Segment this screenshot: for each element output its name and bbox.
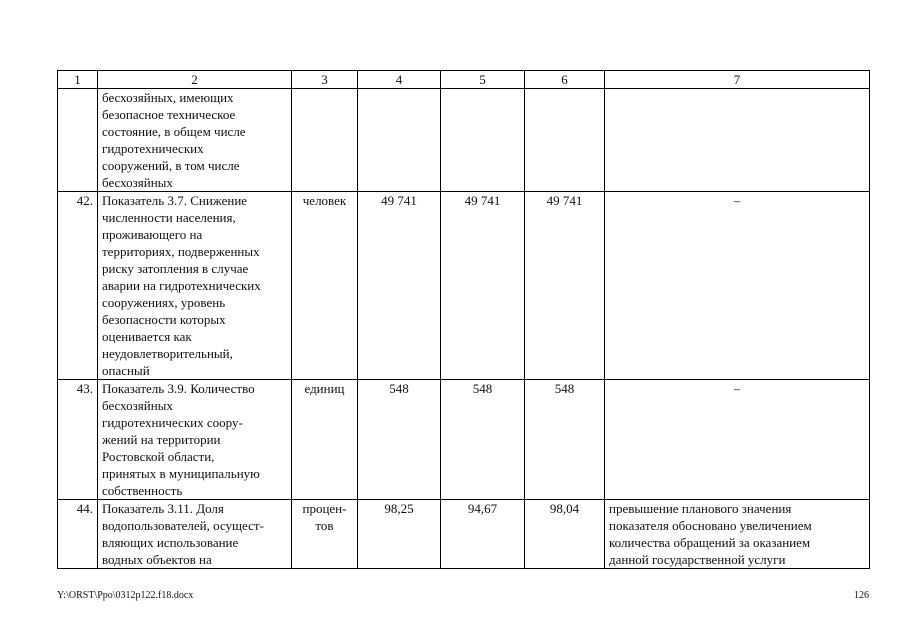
note-cell: – <box>605 380 870 500</box>
value-col4-cell <box>358 89 441 192</box>
header-cell-4: 4 <box>358 71 441 89</box>
header-cell-1: 1 <box>58 71 98 89</box>
value-col5-cell <box>441 89 525 192</box>
value-col4-cell: 548 <box>358 380 441 500</box>
table-row <box>58 500 870 569</box>
value-col6-cell: 98,04 <box>525 500 605 569</box>
unit-cell <box>292 89 358 192</box>
header-cell-6: 6 <box>525 71 605 89</box>
indicator-description-cell: Показатель 3.9. Количество бесхозяйных гидротехнических соору- жений на территории Ростовской области, принятых в муниципальную собственность <box>98 380 292 500</box>
footer-page-number: 126 <box>854 590 869 601</box>
unit-cell: процен- тов <box>292 500 358 569</box>
note-cell <box>605 89 870 192</box>
indicator-description-cell: Показатель 3.11. Доля водопользователей, осущест- вляющих использование водных объектов на <box>98 500 292 569</box>
value-col4-cell: 98,25 <box>358 500 441 569</box>
header-cell-3: 3 <box>292 71 358 89</box>
row-number-cell: 43. <box>58 380 98 500</box>
value-col5-cell: 49 741 <box>441 192 525 380</box>
value-col5-cell: 94,67 <box>441 500 525 569</box>
row-number-cell: 42. <box>58 192 98 380</box>
table-row <box>58 192 870 380</box>
unit-cell: человек <box>292 192 358 380</box>
header-cell-7: 7 <box>605 71 870 89</box>
table-row <box>58 380 870 500</box>
table-row <box>58 89 870 192</box>
value-col6-cell: 49 741 <box>525 192 605 380</box>
note-cell: – <box>605 192 870 380</box>
header-row <box>58 71 870 89</box>
unit-cell: единиц <box>292 380 358 500</box>
indicator-description-cell: Показатель 3.7. Снижение численности населения, проживающего на территориях, подверженных риску затопления в случае аварии на гидротехнических сооружениях, уровень безопасности которых оценивается как неудовлетворительный, опасный <box>98 192 292 380</box>
value-col6-cell <box>525 89 605 192</box>
row-number-cell <box>58 89 98 192</box>
footer-file-path: Y:\ORST\Ppo\0312p122.f18.docx <box>57 590 194 601</box>
row-number-cell: 44. <box>58 500 98 569</box>
data-table <box>57 70 870 569</box>
value-col4-cell: 49 741 <box>358 192 441 380</box>
header-cell-5: 5 <box>441 71 525 89</box>
value-col5-cell: 548 <box>441 380 525 500</box>
header-cell-2: 2 <box>98 71 292 89</box>
indicator-description-cell: бесхозяйных, имеющих безопасное техническое состояние, в общем числе гидротехнических сооружений, в том числе бесхозяйных <box>98 89 292 192</box>
note-cell: превышение планового значения показателя обосновано увеличением количества обращений за оказанием данной государственной услуги <box>605 500 870 569</box>
value-col6-cell: 548 <box>525 380 605 500</box>
